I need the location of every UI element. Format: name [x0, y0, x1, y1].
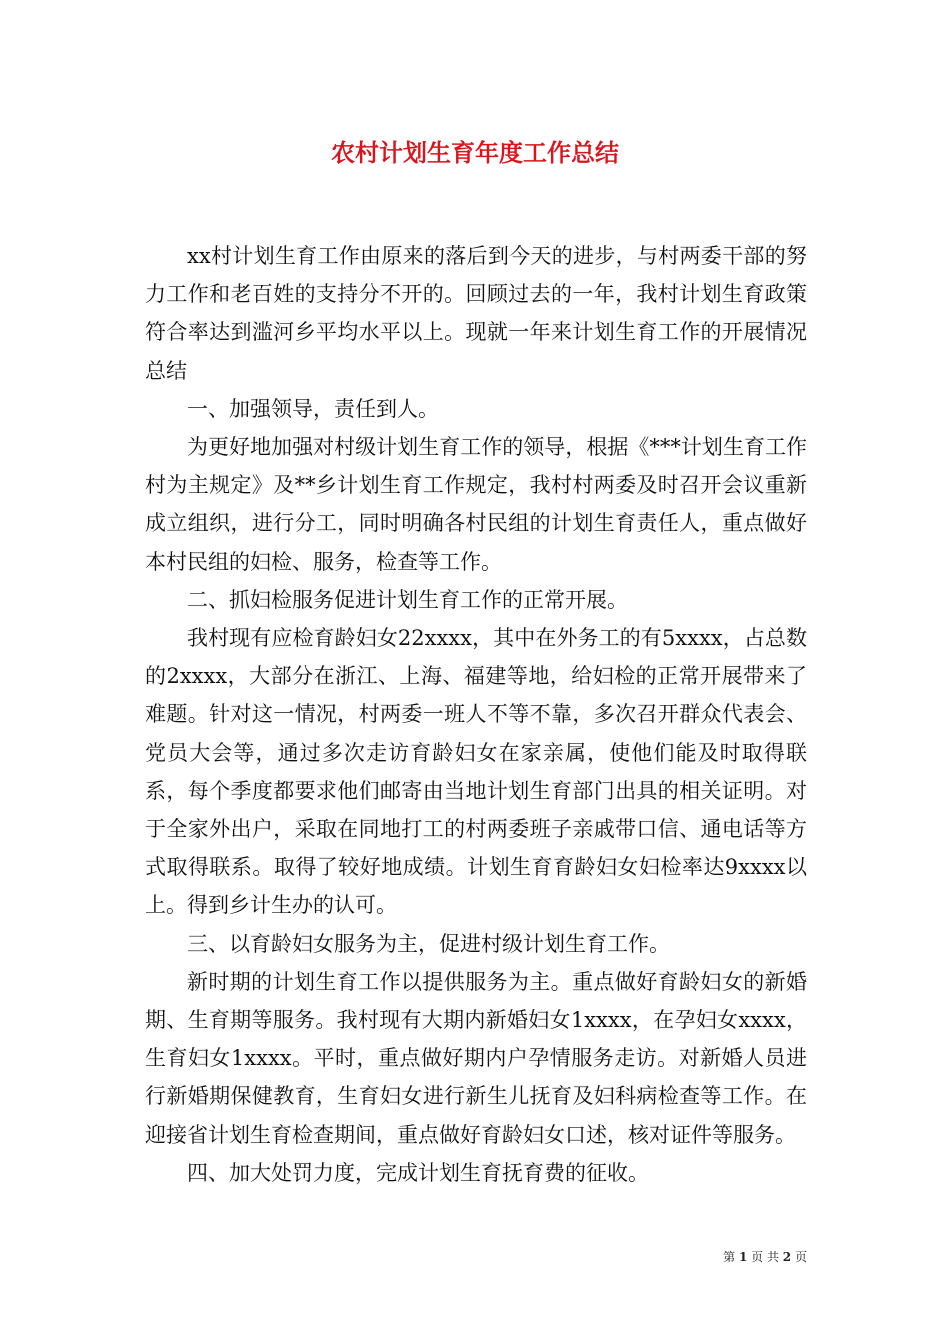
section-heading-2: 二、抓妇检服务促进计划生育工作的正常开展。	[187, 587, 628, 612]
section-heading-3: 三、以育龄妇女服务为主，促进村级计划生育工作。	[187, 931, 670, 956]
page-footer	[723, 1248, 807, 1265]
paragraph-section-3: 新时期的计划生育工作以提供服务为主。重点做好育龄妇女的新婚期、生育期等服务。我村现有大期内新婚妇女1xxxx，在孕妇女xxxx，生育妇女1xxxx。平时，重点做好期内户孕情服务走访。对新婚人员进行新婚期保健教育，生育妇女进行新生儿抚育及妇科病检查等工作。在迎接省计划生育检查期间，重点做好育龄妇女口述，核对证件等服务。	[145, 969, 807, 1147]
footer-suffix: 页	[794, 1250, 807, 1264]
paragraph-section-2: 我村现有应检育龄妇女22xxxx，其中在外务工的有5xxxx，占总数的2xxxx，大部分在浙江、上海、福建等地，给妇检的正常开展带来了难题。针对这一情况，村两委一班人不等不靠，多次召开群众代表会、党员大会等，通过多次走访育龄妇女在家亲属，使他们能及时取得联系，每个季度都要求他们邮寄由当地计划生育部门出具的相关证明。对于全家外出户，采取在同地打工的村两委班子亲戚带口信、通电话等方式取得联系。取得了较好地成绩。计划生育育龄妇女妇检率达9xxxx以上。得到乡计生办的认可。	[145, 626, 807, 918]
document-title: 农村计划生育年度工作总结	[331, 139, 619, 167]
section-heading-4: 四、加大处罚力度，完成计划生育抚育费的征收。	[187, 1160, 649, 1185]
paragraph-intro: xx村计划生育工作由原来的落后到今天的进步，与村两委干部的努力工作和老百姓的支持分不开的。回顾过去的一年，我村计划生育政策符合率达到滥河乡平均水平以上。现就一年来计划生育工作的开展情况总结	[145, 244, 807, 383]
footer-total-pages: 2	[782, 1250, 792, 1264]
paragraph-section-1: 为更好地加强对村级计划生育工作的领导，根据《***计划生育工作村为主规定》及**乡计划生育工作规定，我村村两委及时召开会议重新成立组织，进行分工，同时明确各村民组的计划生育责任人，重点做好本村民组的妇检、服务，检查等工作。	[145, 435, 807, 574]
footer-page-number: 1	[738, 1250, 748, 1264]
footer-middle: 页 共	[751, 1250, 779, 1264]
section-heading-1: 一、加强领导，责任到人。	[187, 396, 439, 421]
footer-prefix: 第	[723, 1250, 736, 1264]
document-body	[145, 237, 807, 1192]
